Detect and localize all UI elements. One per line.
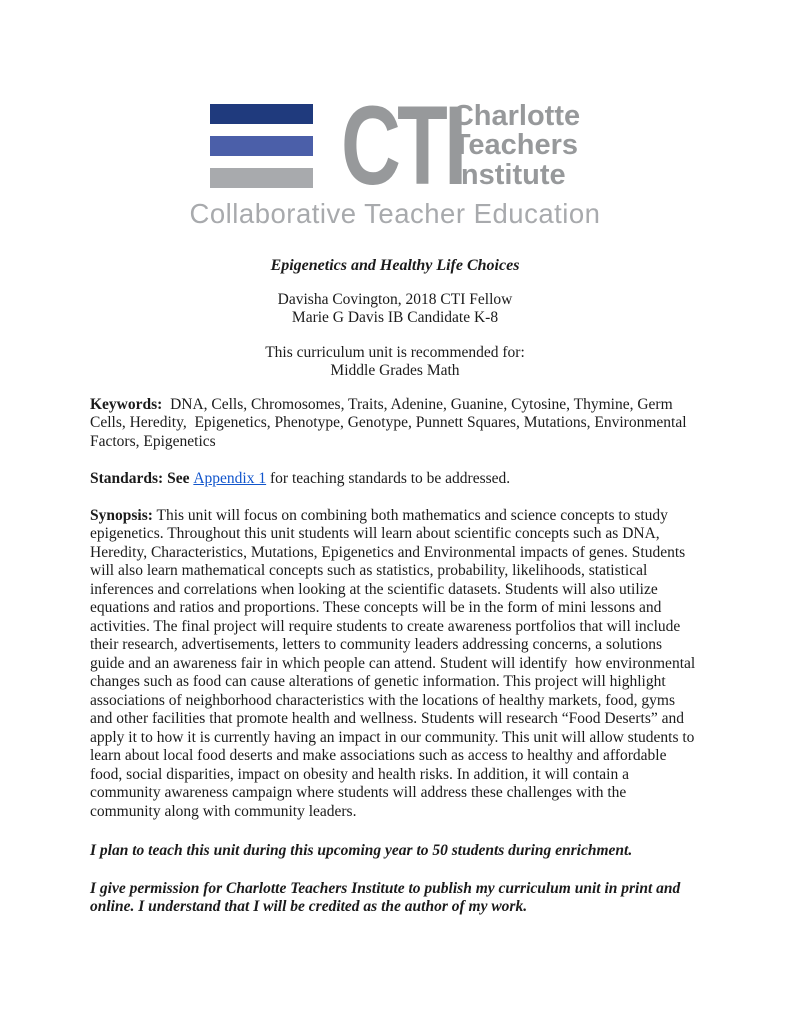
recommended-subject: Middle Grades Math bbox=[330, 362, 460, 379]
cti-logo-row bbox=[210, 83, 581, 208]
logo-org-name-line-3: Institute bbox=[452, 158, 566, 191]
synopsis-text: This unit will focus on combining both mathematics and science concepts to study epigenetics. Throughout this unit students will learn about scientific concepts such as DNA, Heredity, Characteristics, Mutations, Epigenetics and Environmental impacts of genes. Students will also learn mathematical concepts such as statistics, probability, likelihoods, statistical inferences and correlations when looking at the scientific datasets. Students will also utilize equations and ratios and proportions. These concepts will be in the form of mini lessons and activities. The final project will require students to create awareness portfolios that will include their research, advertisements, letters to community leaders addressing concerns, a solutions guide and an awareness fair in which people can attend. Student will identify how environmental changes such as food can cause alterations of genetic information. This project will highlight associations of neighborhood characteristics with the locations of healthy markets, food, gyms and other facilities that promote health and wellness. Students will research “Food Deserts” and apply it to how it is currently having an impact in our community. This unit will allow students to learn about local food deserts and make associations such as access to healthy and affordable food, social disparities, impact on obesity and health risks. In addition, it will contain a community awareness campaign where students will address these challenges with the community along with community leaders. bbox=[90, 506, 700, 820]
recommended-intro: This curriculum unit is recommended for: bbox=[265, 343, 525, 361]
author-block bbox=[90, 291, 700, 328]
appendix-1-link[interactable]: Appendix 1 bbox=[193, 469, 267, 487]
synopsis-label: Synopsis: bbox=[90, 506, 153, 524]
logo-org-name-line-1: Charlotte bbox=[452, 99, 581, 132]
synopsis-paragraph bbox=[90, 507, 700, 822]
permission-statement: I give permission for Charlotte Teachers Institute to publish my curriculum unit in print and online. I understand that I will be credited as the author of my work. bbox=[90, 879, 685, 915]
unit-title: Epigenetics and Healthy Life Choices bbox=[270, 257, 520, 274]
recommended-block bbox=[90, 344, 700, 381]
logo-bar-middle bbox=[210, 136, 313, 156]
cti-logo bbox=[90, 83, 700, 229]
logo-acronym-wrap bbox=[340, 83, 464, 208]
affiliation-line: Marie G Davis IB Candidate K-8 bbox=[291, 309, 499, 326]
author-line: Davisha Covington, 2018 CTI Fellow bbox=[277, 290, 513, 308]
logo-bar-bottom bbox=[210, 168, 313, 188]
logo-acronym: CTI bbox=[340, 83, 464, 208]
keywords-paragraph bbox=[90, 396, 700, 452]
logo-bar-top bbox=[210, 104, 313, 124]
keywords-label: Keywords: bbox=[90, 395, 163, 413]
keywords-text: DNA, Cells, Chromosomes, Traits, Adenine, Guanine, Cytosine, Thymine, Germ Cells, Heredity, Epigenetics, Phenotype, Genotype, Punnett Squares, Mutations, Environmental Factors, Epigenetics bbox=[90, 395, 691, 450]
logo-bars-icon bbox=[210, 104, 313, 188]
logo-org-name bbox=[452, 99, 581, 191]
logo-tagline: Collaborative Teacher Education bbox=[189, 198, 601, 229]
standards-text: for teaching standards to be addressed. bbox=[266, 469, 511, 487]
standards-label: Standards: See bbox=[90, 469, 194, 487]
standards-paragraph bbox=[90, 470, 700, 489]
teaching-plan-statement: I plan to teach this unit during this upcoming year to 50 students during enrichment. bbox=[90, 842, 633, 859]
logo-org-name-line-2: Teachers bbox=[452, 129, 579, 162]
